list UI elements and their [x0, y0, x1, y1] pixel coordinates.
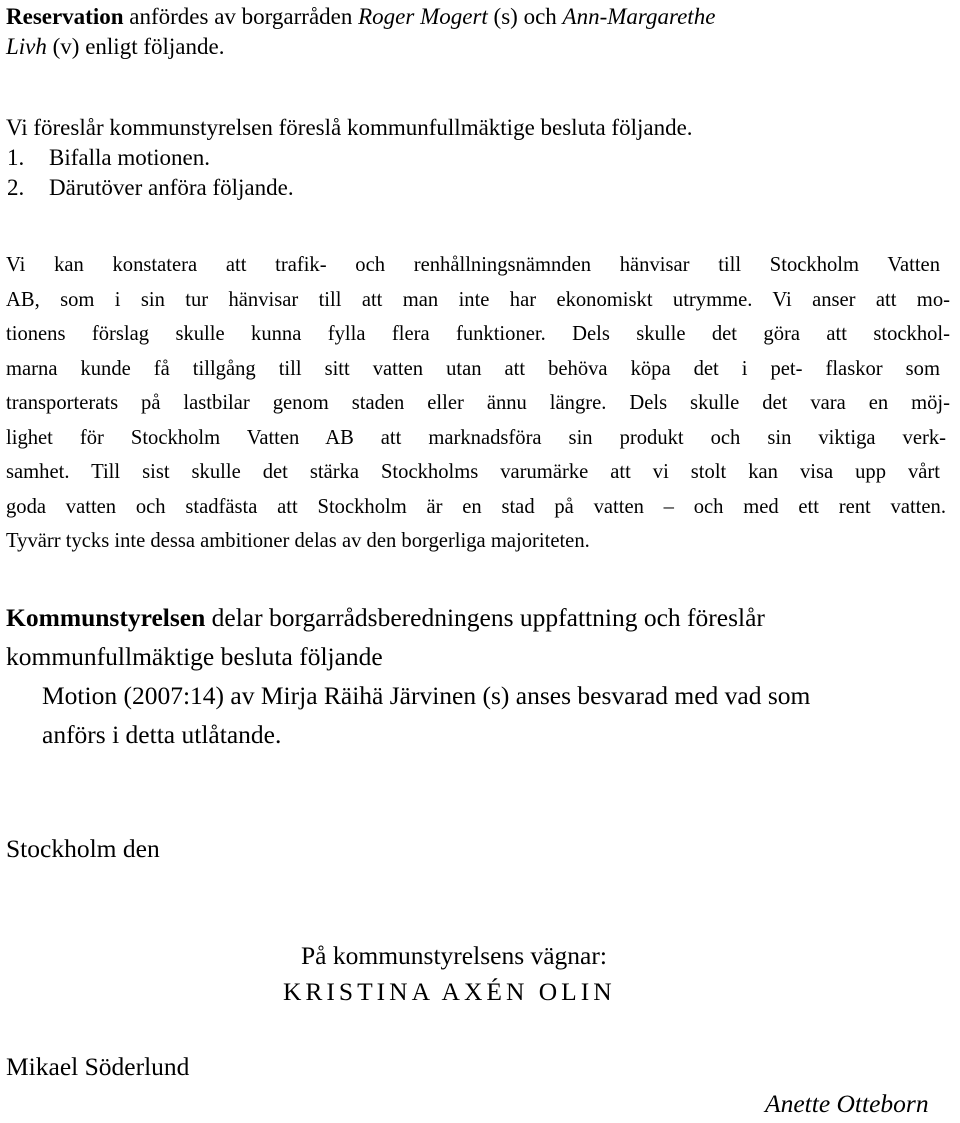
body-line: Vi kan konstatera att trafik- och renhållningsnämnden hänvisar till Stockholm Vatten — [6, 254, 940, 276]
proposal-intro: Vi föreslår kommunstyrelsen föreslå kommunfullmäktige besluta följande. — [6, 115, 693, 140]
proposal-item-2: 2. Därutöver anföra följande. — [7, 175, 294, 200]
proposal-item-1: 1. Bifalla motionen. — [7, 145, 210, 170]
reservation-paragraph — [6, 2, 936, 62]
body-line: samhet. Till sist skulle det stärka Stockholms varumärke att vi stolt kan visa upp vårt — [6, 461, 940, 483]
body-line: lighet för Stockholm Vatten AB att marknadsföra sin produkt och sin viktiga verk- — [6, 426, 946, 449]
reservation-line-2: Livh (v) enligt följande. — [6, 34, 225, 59]
signatory-left: Mikael Söderlund — [6, 1052, 190, 1081]
body-paragraph — [6, 248, 950, 559]
motion-line-1: Motion (2007:14) av Mirja Räihä Järvinen (s) anses besvarad med vad som — [42, 681, 811, 710]
decision-lead: Kommunstyrelsen — [6, 603, 206, 632]
on-behalf-line: På kommunstyrelsens vägnar: — [301, 941, 607, 970]
reservation-line-1: Reservation anfördes av borgarråden Roger Mogert (s) och Ann-Margarethe — [6, 4, 716, 29]
decision-block — [6, 598, 950, 754]
reservation-name-2a: Ann-Margarethe — [562, 4, 716, 29]
body-line: tionens förslag skulle kunna fylla flera funktioner. Dels skulle det göra att stockhol- — [6, 323, 950, 345]
decision-line-1: Kommunstyrelsen delar borgarrådsberedningens uppfattning och föreslår — [6, 603, 765, 632]
body-line: goda vatten och stadfästa att Stockholm är en stad på vatten – och med ett rent vatten. — [6, 495, 946, 518]
body-line: marna kunde få tillgång till sitt vatten utan att behöva köpa det i pet- flaskor som — [6, 357, 940, 380]
reservation-name-1: Roger Mogert — [358, 4, 488, 29]
place-date: Stockholm den — [6, 834, 160, 863]
body-line: Tyvärr tycks inte dessa ambitioner delas av den borgerliga majoriteten. — [6, 530, 590, 552]
reservation-lead: Reservation — [6, 4, 124, 29]
reservation-name-2b: Livh — [6, 34, 47, 59]
decision-line-2: kommunfullmäktige besluta följande — [6, 642, 383, 671]
signatory-right: Anette Otteborn — [765, 1089, 929, 1118]
body-line: transporterats på lastbilar genom staden eller ännu längre. Dels skulle det vara en möj- — [6, 392, 950, 414]
motion-line-2: anförs i detta utlåtande. — [42, 720, 282, 749]
chair-name: KRISTINA AXÉN OLIN — [283, 977, 616, 1006]
proposal-block — [6, 113, 936, 203]
body-line: AB, som i sin tur hänvisar till att man inte har ekonomiskt utrymme. Vi anser att mo- — [6, 288, 950, 311]
